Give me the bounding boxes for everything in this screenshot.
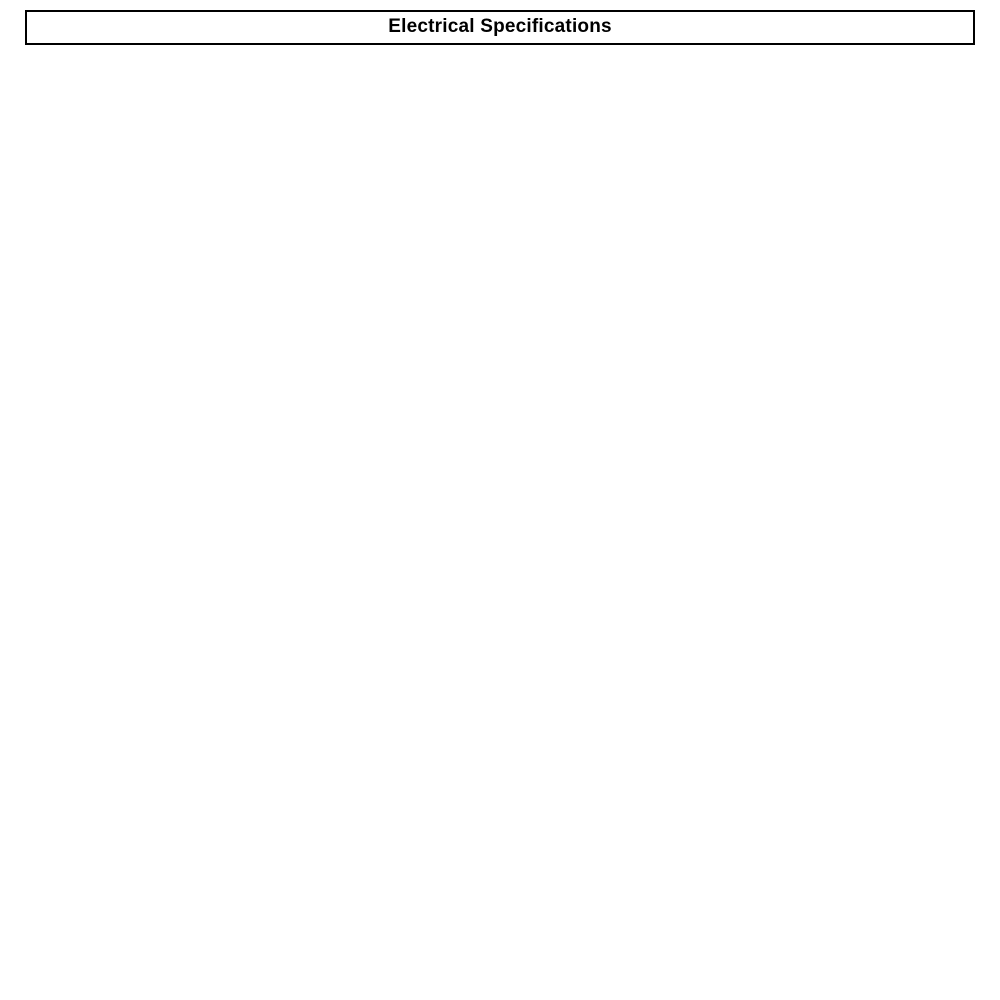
table-body	[26, 11, 974, 44]
specifications-table	[25, 10, 975, 45]
page-title: Electrical Specifications	[26, 11, 974, 44]
title-row	[26, 11, 974, 44]
electrical-specifications-sheet	[25, 10, 973, 45]
